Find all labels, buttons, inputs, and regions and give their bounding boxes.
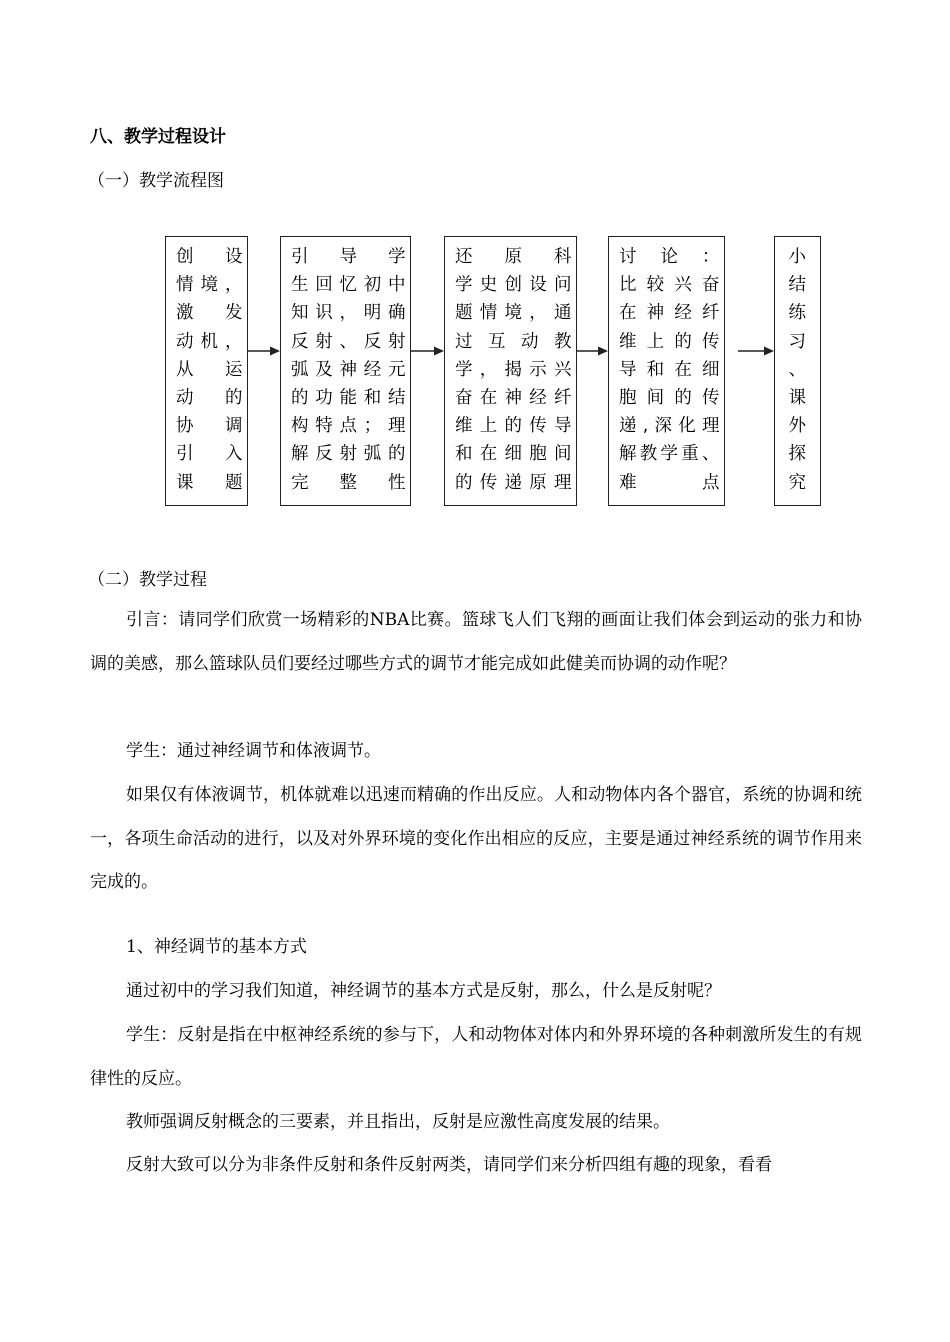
flow-box-discussion <box>608 236 725 506</box>
flow-box-line: 课 <box>788 388 807 409</box>
flow-box-line: 奋在神经纤 <box>455 388 572 409</box>
flow-box-line: 的功能和结 <box>291 388 406 409</box>
flow-box-line: 情境， <box>176 275 243 296</box>
flow-box-line: 的传递原理 <box>455 472 572 493</box>
paragraph-section-heading: 1、神经调节的基本方式 <box>126 937 307 957</box>
flow-box-line: 还原科 <box>455 247 572 267</box>
flow-box-review <box>280 236 411 506</box>
flow-box-line: 结 <box>788 275 807 296</box>
flow-box-line: 弧及神经元 <box>291 359 406 380</box>
flow-box-line: 、 <box>788 359 807 380</box>
flow-box-line: 导和在细 <box>619 359 720 380</box>
flow-box-line: 在神经纤 <box>619 303 720 324</box>
flow-box-line: 和在细胞间 <box>455 444 572 465</box>
flow-box-line: 究 <box>788 472 807 493</box>
flow-box-line: 难点 <box>619 472 720 493</box>
flow-box-line: 从 运 <box>176 359 243 380</box>
flow-box-line: 胞间的传 <box>619 388 720 409</box>
flow-box-line: 构特点；理 <box>291 416 406 437</box>
flow-box-line: 创 设 <box>176 247 243 267</box>
flow-box-line: 比较兴奋 <box>619 275 720 296</box>
flow-box-intro <box>165 236 248 506</box>
flow-box-line: 练 <box>788 303 807 324</box>
flow-arrow-4 <box>738 345 774 357</box>
flowchart-subtitle: （一）教学流程图 <box>88 171 224 191</box>
flow-box-line: 小 <box>788 247 807 267</box>
paragraph-student-answer-1: 学生：通过神经调节和体液调节。 <box>126 741 381 761</box>
flow-box-line: 动 的 <box>176 388 243 409</box>
flow-box-line: 外 <box>788 416 807 437</box>
flow-box-line: 维上的传导 <box>455 416 572 437</box>
flow-box-line: 反射、反射 <box>291 331 406 352</box>
paragraph-teacher-note: 教师强调反射概念的三要素，并且指出，反射是应激性高度发展的结果。 <box>126 1112 670 1132</box>
paragraph-student-answer-2: 学生：反射是指在中枢神经系统的参与下，人和动物体对体内和外界环境的各种刺激所发生的有规律性的反应。 <box>90 1025 862 1089</box>
process-subtitle: （二）教学过程 <box>88 570 207 590</box>
paragraph-explanation: 如果仅有体液调节，机体就难以迅速而精确的作出反应。人和动物体内各个器官，系统的协调和统一，各项生命活动的进行，以及对外界环境的变化作出相应的反应，主要是通过神经系统的调节作用来完成的。 <box>90 785 862 893</box>
flow-box-line: 过 互 动 教 <box>455 331 572 352</box>
flow-box-line: 完整性 <box>291 472 406 493</box>
flow-box-line: 知识，明确 <box>291 303 406 324</box>
flow-box-line: 引 导 学 <box>291 247 406 267</box>
section-title: 八、教学过程设计 <box>90 127 226 147</box>
paragraph-question: 通过初中的学习我们知道，神经调节的基本方式是反射，那么，什么是反射呢？ <box>126 981 721 1001</box>
flow-box-line: 学，揭示兴 <box>455 359 572 380</box>
flow-box-line: 习 <box>788 331 807 352</box>
flow-box-line: 维上的传 <box>619 331 720 352</box>
flow-box-line: 激 发 <box>176 303 243 324</box>
paragraph-reflex-types: 反射大致可以分为非条件反射和条件反射两类，请同学们来分析四组有趣的现象，看看 <box>126 1155 772 1175</box>
flow-box-line: 讨论： <box>619 247 720 267</box>
flow-box-line: 探 <box>788 444 807 465</box>
flow-box-line: 题情境，通 <box>455 303 572 324</box>
flow-box-line: 学史创设问 <box>455 275 572 296</box>
flow-box-line: 生回忆初中 <box>291 275 406 296</box>
flow-box-line: 解反射弧的 <box>291 444 406 465</box>
flow-box-line: 课 题 <box>176 472 243 493</box>
flow-box-line: 引 入 <box>176 444 243 465</box>
flow-box-line: 解教学重、 <box>619 444 720 465</box>
flow-box-line: 协 调 <box>176 416 243 437</box>
flow-arrow-1 <box>248 345 280 357</box>
flow-arrow-3 <box>577 345 608 357</box>
flow-arrow-2 <box>411 345 444 357</box>
paragraph-intro: 引言：请同学们欣赏一场精彩的NBA比赛。篮球飞人们飞翔的画面让我们体会到运动的张力和协调的美感，那么篮球队员们要经过哪些方式的调节才能完成如此健美而协调的动作呢？ <box>90 610 862 674</box>
flow-box-summary <box>774 236 821 506</box>
flow-box-history <box>444 236 577 506</box>
flow-box-line: 动机， <box>176 331 243 352</box>
flow-box-line: 递,深化理 <box>619 416 720 437</box>
